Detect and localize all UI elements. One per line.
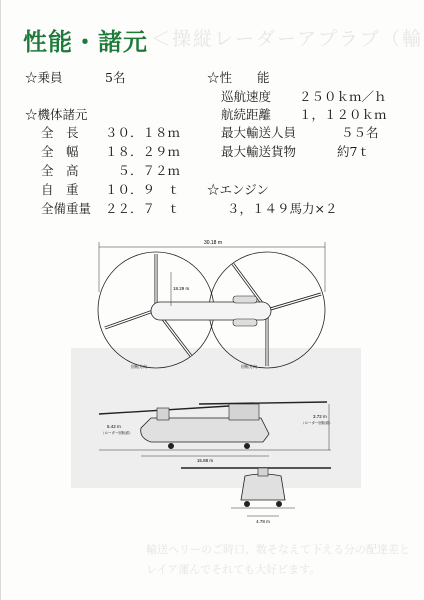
airframe-row-label: 自 重 bbox=[41, 182, 79, 197]
fuselage-side-view bbox=[141, 418, 269, 442]
performance-row-value: １，１２０ｋｍ bbox=[299, 107, 387, 122]
airframe-row-value: １０．９ ｔ bbox=[105, 182, 181, 197]
three-view-diagram bbox=[1, 232, 424, 532]
airframe-row-value: １８．２９ｍ bbox=[105, 144, 181, 159]
wheel bbox=[168, 443, 174, 449]
engine-pod bbox=[233, 319, 257, 326]
bleed-through-heading: ＜操縦レーダーアプラブ（輸 bbox=[151, 28, 424, 50]
pylon-front bbox=[157, 408, 169, 420]
page-title: 性能・諸元 bbox=[23, 28, 148, 56]
airframe-row-value: ３０．１８ｍ bbox=[105, 125, 181, 140]
hub-front-view bbox=[258, 468, 268, 476]
airframe-row-value: ５．７２ｍ bbox=[105, 163, 181, 178]
fuselage-top-view bbox=[151, 302, 271, 320]
performance-heading: ☆性 能 bbox=[207, 70, 270, 85]
wheel bbox=[276, 501, 282, 507]
airframe-row-value: ２２．７ ｔ bbox=[105, 201, 181, 216]
wheel bbox=[244, 443, 250, 449]
pylon-rear bbox=[229, 404, 259, 420]
fuselage-front-view bbox=[241, 474, 285, 500]
dimension-label-gear-width: 4.78 m bbox=[256, 519, 270, 524]
engine-pod bbox=[233, 296, 257, 303]
performance-row-value: ５５名 bbox=[341, 125, 379, 140]
engine-value: ３，１４９馬力×２ bbox=[227, 201, 338, 216]
dimension-label-side-low: 5.42 m bbox=[107, 424, 121, 429]
dimension-note-side-height: （ローター回転面） bbox=[301, 421, 333, 425]
performance-row-label: 巡航速度 bbox=[221, 89, 272, 104]
bleed-through-text: 輸送ヘリーのご時口、数そなえて下える分の配達差とレイア運んでそれても大好ビます。 bbox=[146, 543, 410, 576]
dimension-label-side-height: 3.72 m bbox=[313, 414, 327, 419]
wheel bbox=[244, 501, 250, 507]
dimension-label-rotor-span: 18.29 m bbox=[173, 286, 190, 291]
airframe-heading: ☆機体諸元 bbox=[25, 107, 88, 122]
airframe-row-label: 全 長 bbox=[41, 125, 79, 140]
rotation-label-front: 回転方向 bbox=[131, 364, 147, 369]
performance-row-value: ２５０ｋｍ／ｈ bbox=[299, 89, 387, 104]
airframe-row-label: 全 幅 bbox=[41, 144, 79, 159]
performance-row-label: 最大輸送人員 bbox=[221, 125, 297, 140]
performance-row-label: 航続距離 bbox=[221, 107, 272, 122]
performance-row-value: 約7ｔ bbox=[337, 144, 370, 159]
airframe-row-label: 全備重量 bbox=[41, 201, 92, 216]
crew-value: 5名 bbox=[105, 70, 126, 85]
rotation-label-rear: 回転方向 bbox=[241, 364, 257, 369]
rotor-blade-core bbox=[267, 294, 321, 310]
airframe-row-label: 全 高 bbox=[41, 163, 79, 178]
dimension-label-fuselage-length: 15.88 m bbox=[196, 458, 214, 463]
crew-heading: ☆乗員 bbox=[25, 70, 63, 85]
dimension-note-side-low: （ローター回転面） bbox=[101, 431, 133, 435]
engine-heading: ☆エンジン bbox=[207, 182, 269, 197]
dimension-label-total-length: 30.18 m bbox=[203, 240, 223, 246]
rotor-blade-core bbox=[105, 310, 156, 328]
performance-row-label: 最大輸送貨物 bbox=[221, 144, 297, 159]
